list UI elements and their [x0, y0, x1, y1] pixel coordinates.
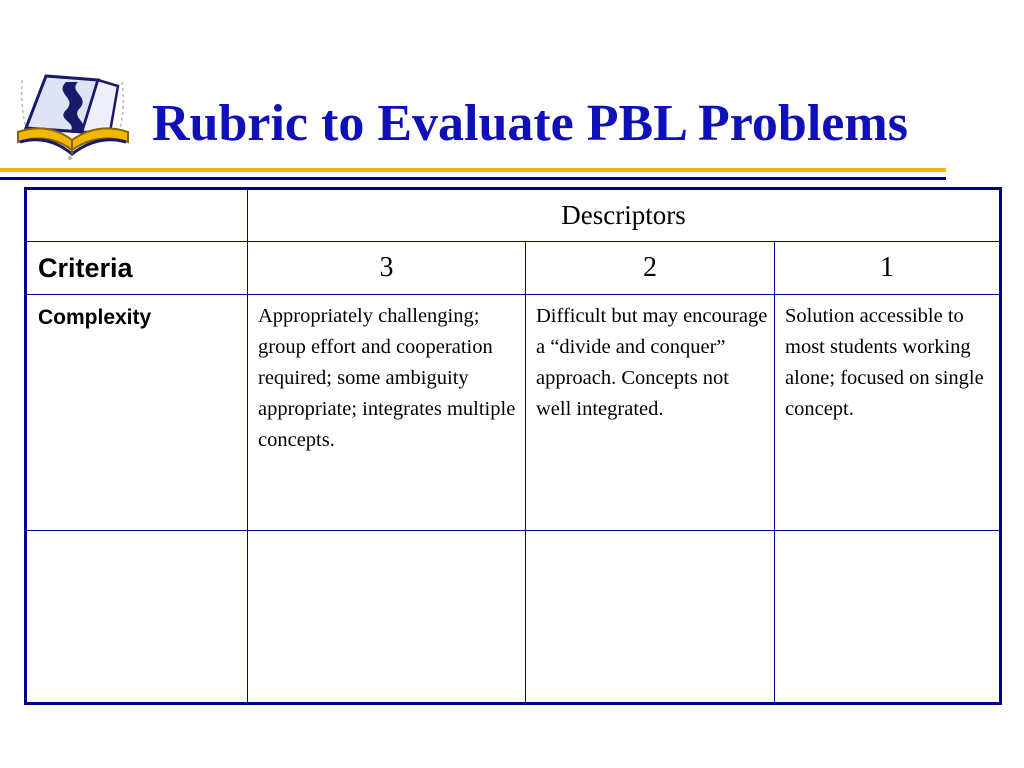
empty-corner-cell: [26, 189, 248, 242]
score-header-3: 3: [248, 242, 526, 295]
table-header-row: [26, 189, 1001, 242]
score-header-1: 1: [775, 242, 1001, 295]
descriptors-header: Descriptors: [248, 189, 1001, 242]
empty-descriptor-cell: [775, 531, 1001, 704]
score-header-row: [26, 242, 1001, 295]
score-header-2: 2: [526, 242, 775, 295]
table-row: [26, 295, 1001, 531]
rubric-table: [24, 187, 1002, 705]
criterion-complexity: Complexity: [26, 295, 248, 531]
descriptor-cell-score-1: Solution accessible to most students working alone; focused on single concept.: [775, 295, 1001, 531]
title-divider-gold: [0, 168, 946, 172]
descriptor-cell-score-2: Difficult but may encourage a “divide and conquer” approach. Concepts not well integrated.: [526, 295, 775, 531]
slide-title: Rubric to Evaluate PBL Problems: [152, 95, 908, 152]
descriptor-cell-score-3: Appropriately challenging; group effort and cooperation required; some ambiguity appropriate; integrates multiple concepts.: [248, 295, 526, 531]
criteria-header: Criteria: [26, 242, 248, 295]
empty-descriptor-cell: [248, 531, 526, 704]
table-row: [26, 531, 1001, 704]
empty-criterion-cell: [26, 531, 248, 704]
title-divider-blue: [0, 177, 946, 180]
open-book-icon: [14, 70, 132, 162]
empty-descriptor-cell: [526, 531, 775, 704]
